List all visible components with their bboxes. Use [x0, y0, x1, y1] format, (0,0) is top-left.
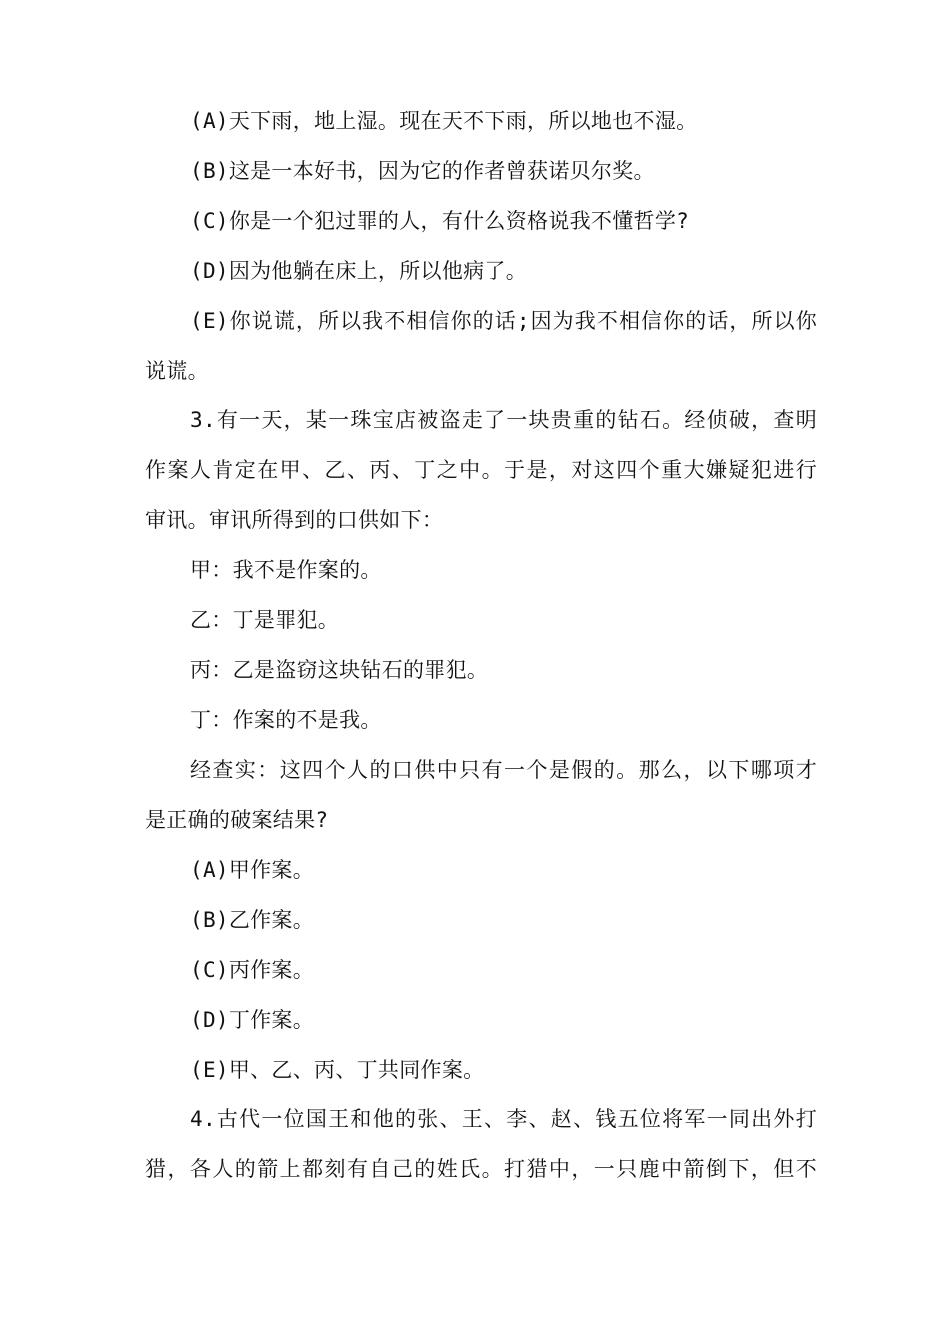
question-3-line-1: 3.有一天，某一珠宝店被盗走了一块贵重的钻石。经侦破，查明 [190, 408, 817, 432]
option-b-line-q3: (B)乙作案。 [190, 908, 315, 932]
option-e-line-q2: (E)你说谎，所以我不相信你的话;因为我不相信你的话，所以你 [190, 309, 817, 333]
testimony-bing: 丙：乙是盗窃这块钻石的罪犯。 [190, 658, 489, 682]
option-c-line-q3: (C)丙作案。 [190, 958, 315, 982]
option-c-line-q2: (C)你是一个犯过罪的人，有什么资格说我不懂哲学? [190, 209, 690, 233]
option-d-line-q3: (D)丁作案。 [190, 1008, 315, 1032]
option-b-line-q2: (B)这是一本好书，因为它的作者曾获诺贝尔奖。 [190, 159, 655, 183]
option-a-line-q3: (A)甲作案。 [190, 858, 315, 882]
question-3-line-2: 作案人肯定在甲、乙、丙、丁之中。于是，对这四个重大嫌疑犯进行 [145, 458, 817, 482]
question-3-prompt-line-1: 经查实：这四个人的口供中只有一个是假的。那么，以下哪项才 [190, 758, 817, 782]
testimony-ding: 丁：作案的不是我。 [190, 708, 382, 732]
question-4-line-1: 4.古代一位国王和他的张、王、李、赵、钱五位将军一同出外打 [190, 1107, 817, 1131]
question-4-line-2: 猎，各人的箭上都刻有自己的姓氏。打猎中，一只鹿中箭倒下，但不 [145, 1157, 817, 1181]
option-e-line-q2-continued: 说谎。 [145, 359, 209, 383]
question-3-line-3: 审讯。审讯所得到的口供如下： [145, 508, 444, 532]
option-a-line-q2: (A)天下雨，地上湿。现在天不下雨，所以地也不湿。 [190, 109, 698, 133]
question-3-prompt-line-2: 是正确的破案结果? [145, 808, 329, 832]
testimony-yi: 乙：丁是罪犯。 [190, 608, 340, 632]
option-e-line-q3: (E)甲、乙、丙、丁共同作案。 [190, 1058, 485, 1082]
option-d-line-q2: (D)因为他躺在床上，所以他病了。 [190, 259, 528, 283]
testimony-jia: 甲：我不是作案的。 [190, 558, 382, 582]
